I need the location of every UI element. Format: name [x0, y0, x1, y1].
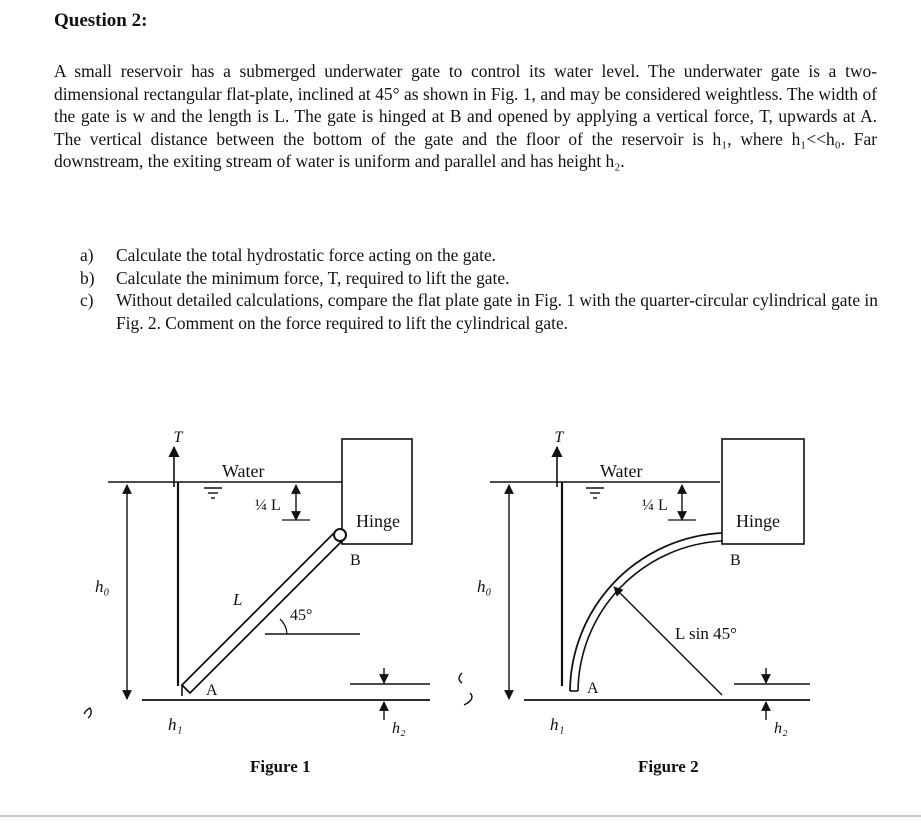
- fig2-gate-inner: [578, 541, 722, 691]
- fig2-gate-outer: [570, 533, 722, 691]
- fig1-caption: Figure 1: [250, 757, 311, 776]
- fig2-label-b: B: [730, 552, 741, 569]
- part-a-text: Calculate the total hydrostatic force acting on the gate.: [116, 245, 497, 265]
- problem-statement: A small reservoir has a submerged underwater gate to control its water level. The underwater gate is a two-dimensional rectangular flat-plate, inclined at 45° as shown in Fig. 1, and may be considered weightless. The width of the gate is w and the length is L. The gate is hinged at B and opened by applying a vertical force, T, upwards at A. The vertical distance between the bottom of the gate and the floor of the reservoir is h₁, where h₁<<h₀. Far downstream, the exiting stream of water is uniform and parallel and has height h₂.: [54, 61, 877, 172]
- fig1-label-b: B: [350, 552, 361, 569]
- part-c-mark: c): [80, 290, 94, 310]
- fig2-label-hinge: Hinge: [736, 511, 780, 531]
- bottom-divider: [0, 815, 921, 817]
- fig1-gate: [182, 531, 344, 693]
- part-b-text: Calculate the minimum force, T, required to lift the gate.: [116, 267, 510, 288]
- figure-1: [108, 439, 430, 720]
- fig2-label-water: Water: [600, 461, 643, 481]
- fig1-label-quarter-l: ¼ L: [255, 497, 281, 514]
- fig2-label-a: A: [587, 680, 599, 697]
- part-a-mark: a): [80, 245, 94, 265]
- fig2-caption: Figure 2: [638, 757, 699, 776]
- fig2-label-h2: h₂: [774, 720, 788, 737]
- part-b: [80, 267, 880, 290]
- fig1-label-l: L: [233, 590, 243, 609]
- fig2-label-lsin: L sin 45°: [675, 624, 737, 643]
- part-c: [80, 289, 880, 334]
- fig1-label-h2: h₂: [392, 720, 406, 737]
- fig1-label-t: T: [173, 429, 183, 446]
- figures: [0, 415, 921, 810]
- fig1-label-a: A: [206, 682, 218, 699]
- fig1-label-h0: h₀: [95, 577, 110, 596]
- fig2-label-h1: h₁: [550, 715, 565, 734]
- part-c-text: Without detailed calculations, compare the flat plate gate in Fig. 1 with the quarter-circular cylindrical gate in Fig. 2. Comment on the force required to lift the cylindrical gate.: [116, 290, 878, 333]
- stray-mark: [84, 673, 472, 718]
- fig2-label-h0: h₀: [477, 577, 492, 596]
- figure-2: [490, 439, 810, 720]
- fig2-label-quarter-l: ¼ L: [642, 497, 668, 514]
- question-title: Question 2:: [54, 10, 148, 31]
- fig2-label-t: T: [554, 429, 564, 446]
- fig1-label-angle: 45°: [290, 607, 313, 624]
- fig1-hinge-pin: [334, 529, 346, 541]
- fig1-label-h1: h₁: [168, 715, 183, 734]
- part-a: [80, 244, 880, 267]
- part-b-mark: b): [80, 267, 95, 288]
- fig1-label-water: Water: [222, 461, 265, 481]
- question-parts: [80, 244, 880, 334]
- fig1-label-hinge: Hinge: [356, 511, 400, 531]
